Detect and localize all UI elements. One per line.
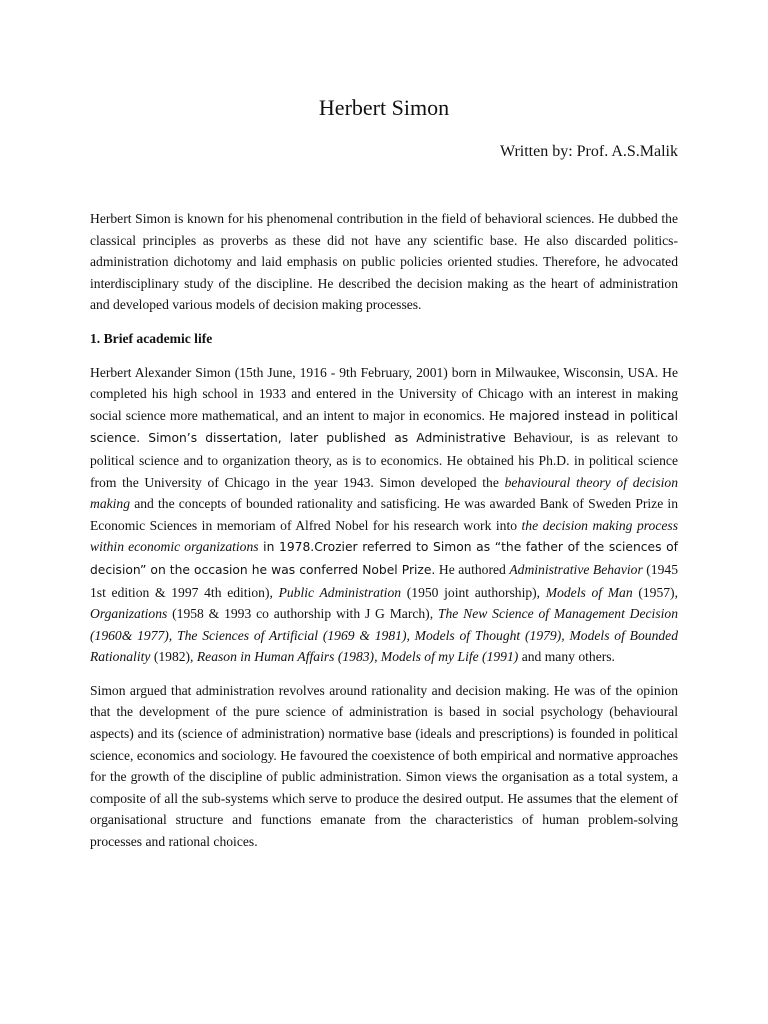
- text-run: (1982),: [150, 649, 197, 665]
- author-line: Written by: Prof. A.S.Malik: [499, 143, 678, 160]
- text-run: He authored: [435, 561, 510, 577]
- text-run: (1945 1st edition & 1997 4th edition),: [90, 561, 678, 600]
- italic-run: Organizations: [90, 606, 168, 622]
- text-run: in 1978.Crozier referred to Simon as “the father of the sciences of decision” on the occasion he was conferred Nobel Prize.: [90, 540, 678, 577]
- italic-run: Public Administration: [278, 584, 402, 600]
- italic-run: Models of Man: [545, 584, 633, 600]
- section-heading: 1. Brief academic life: [90, 330, 213, 346]
- academic-life-paragraph: [90, 362, 678, 668]
- italic-run: behavioural theory of decision making: [90, 474, 678, 512]
- page-title: Herbert Simon: [318, 95, 450, 120]
- text-run: (1950 joint authorship),: [401, 584, 546, 600]
- rationality-paragraph: Simon argued that administration revolves around rationality and decision making. He was of the opinion that the development of the pure science of administration is based in social psychology (behavioural aspects) and its (science of administration) normative base (ideals and prescriptions) is founded in political science, economics and sociology. He favoured the coexistence of both empirical and normative approaches for the growth of the discipline of public administration. Simon views the organisation as a total system, a composite of all the sub-systems which serve to produce the desired output. He assumes that the element of organisational structure and functions emanate from the characteristics of human problem-solving processes and rational choices.: [90, 682, 678, 850]
- italic-run: Reason in Human Affairs (1983), Models of my Life (1991): [196, 649, 519, 665]
- italic-run: The New Science of Management Decision (1960& 1977), The Sciences of Artificial (1969 & 1981), Models of Thought (1979), Models of Bounded Rationality: [90, 606, 678, 665]
- text-run: and the concepts of bounded rationality and satisficing. He was awarded Bank of Sweden Prize in Economic Sciences in memoriam of Alfred Nobel for his research work into: [90, 496, 678, 533]
- text-run: and many others.: [518, 649, 615, 665]
- text-run: majored instead in political science. Simon’s dissertation, later published as Administrative: [90, 408, 679, 446]
- italic-run: the decision making process within economic organizations: [90, 517, 678, 555]
- italic-run: Administrative Behavior: [509, 561, 643, 577]
- document-body: [90, 208, 678, 865]
- text-run: Behaviour, is as relevant to political science and to organization theory, as is to economics. He obtained his Ph.D. in political science from the University of Chicago in the year 1943. Simon developed the: [90, 430, 678, 490]
- intro-paragraph: Herbert Simon is known for his phenomenal contribution in the field of behavioral sciences. He dubbed the classical principles as proverbs as these did not have any scientific base. He also discarded politics- administration dichotomy and laid emphasis on public policies oriented studies. Therefore, he advocated interdisciplinary study of the discipline. He described the decision making as the heart of administration and developed various models of decision making processes.: [90, 211, 678, 313]
- text-run: (1957),: [632, 584, 678, 600]
- text-run: (1958 & 1993 co authorship with J G March),: [167, 606, 438, 622]
- text-run: Herbert Alexander Simon (15th June, 1916 - 9th February, 2001) born in Milwaukee, Wisconsin, USA. He completed his high school in 1933 and entered in the University of Chicago with an interest in making social science more mathematical, and an intent to major in economics. He: [90, 364, 678, 423]
